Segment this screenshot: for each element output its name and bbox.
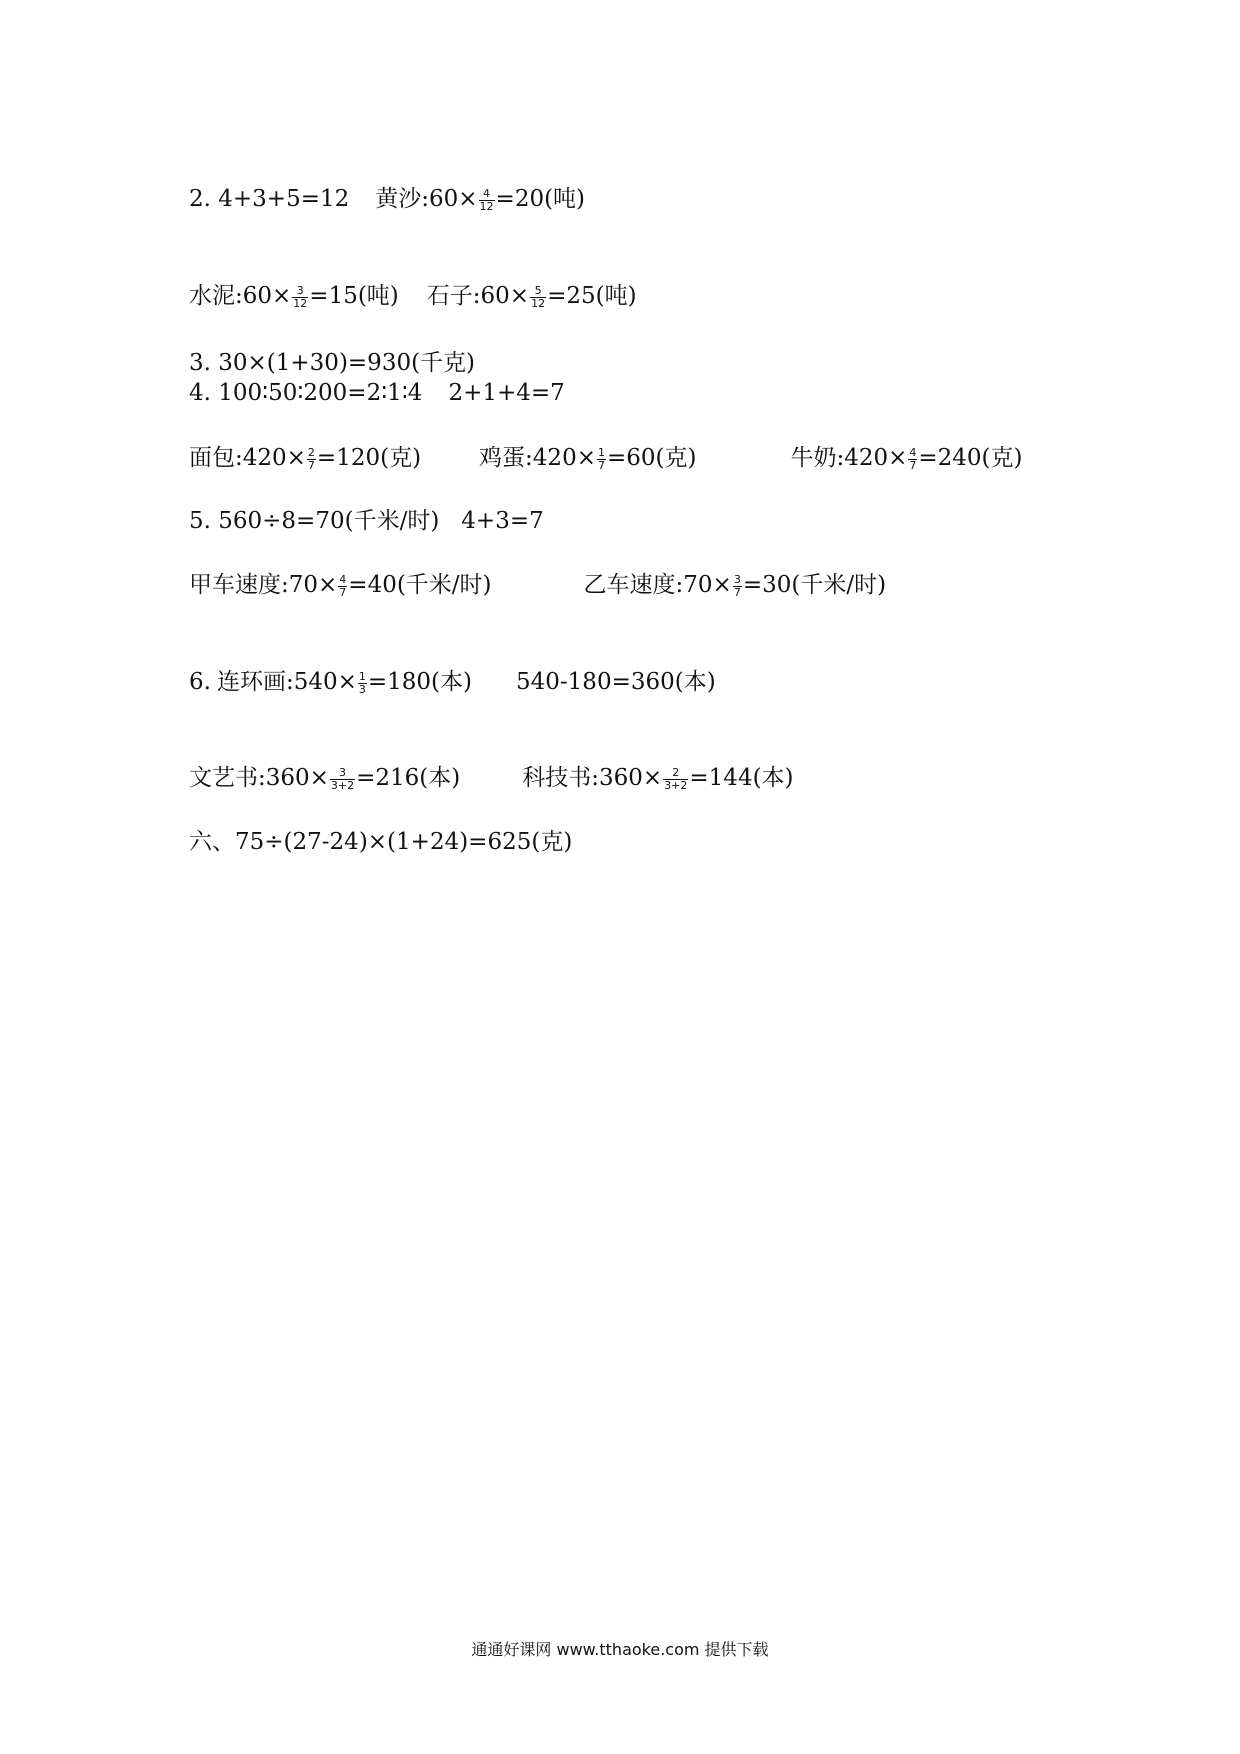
fraction-denominator: 12 [531,296,546,310]
answer-6-prefix: 6. [189,669,211,696]
answer-4-sum: 2+1+4=7 [448,380,565,406]
label-lianhuanhua: 连环画 [216,669,286,696]
answer-5-line-2 [189,574,886,598]
expr: :540× [285,669,357,696]
fraction-numerator: 1 [597,446,605,459]
fraction [479,188,495,212]
fraction [358,671,367,695]
answer-4-line-2 [189,447,1023,471]
label-mianbao: 面包 [189,445,235,472]
label-kejishu: 科技书 [522,765,592,792]
result: =120(克) [316,445,422,472]
label-wenyishu: 文艺书 [189,765,258,792]
expr: :60× [421,186,478,213]
label-shuini: 水泥 [189,283,235,310]
label-huangsha: 黄沙 [375,186,422,213]
label-shizi: 石子 [426,283,473,310]
label-yiche-sudu: 乙车速度 [583,572,676,599]
fraction-numerator: 2 [307,446,315,459]
result: =216(本) [356,765,461,792]
label-niunai: 牛奶 [790,445,837,472]
expr: :70× [281,572,338,599]
fraction-denominator: 7 [339,585,347,599]
fraction-numerator: 4 [483,187,491,200]
result: =15(吨) [309,283,399,310]
fraction [908,447,917,471]
answer-6-line-2 [189,767,794,791]
result: =40(千米/时) [348,572,492,599]
result: =60(克) [606,445,697,472]
answer-6-remainder: 540-180=360(本) [516,669,716,696]
fraction [292,285,308,309]
answer-4-line-1 [189,382,565,405]
fraction [307,447,316,471]
fraction-denominator: 7 [733,585,741,599]
fraction-denominator: 3+2 [664,778,688,792]
fraction-numerator: 5 [534,284,542,297]
answer-2-prefix: 2. 4+3+5=12 [189,186,350,213]
footer-credit [0,1637,1240,1660]
fraction-numerator: 3 [339,766,347,779]
fraction [330,767,355,791]
result: =144(本) [689,765,794,792]
fraction-denominator: 7 [909,458,917,472]
answer-2-line-2 [189,285,637,309]
footer-text: 通通好课网 www.tthaoke.com 提供下载 [471,1640,769,1659]
expr: :60× [472,283,530,310]
result: =180(本) [367,669,472,696]
fraction-denominator: 12 [479,199,494,213]
fraction [733,574,742,598]
fraction-denominator: 3+2 [330,778,355,792]
fraction-numerator: 3 [296,284,304,297]
answer-3-text: 3. 30×(1+30)=930(千克) [189,350,476,376]
fraction [597,447,606,471]
answer-six [189,831,572,854]
label-jidan: 鸡蛋 [479,445,526,472]
fraction-numerator: 4 [339,573,347,586]
fraction-denominator: 12 [293,296,308,310]
expr: :360× [591,765,663,792]
label-jiache-sudu: 甲车速度 [189,572,281,599]
answer-5-sum: 4+3=7 [461,508,544,534]
fraction [663,767,688,791]
result: =20(吨) [495,186,586,213]
answer-3 [189,352,475,375]
fraction-denominator: 7 [307,458,315,472]
answer-5-text: 5. 560÷8=70(千米/时) [189,508,440,534]
expr: :360× [258,765,329,792]
expr: :420× [836,445,908,472]
result: =25(吨) [547,283,637,310]
fraction-numerator: 4 [909,446,917,459]
answer-4-text: 4. 100∶50∶200=2∶1∶4 [189,380,423,406]
answer-six-text: 六、75÷(27-24)×(1+24)=625(克) [189,829,573,855]
fraction-denominator: 7 [597,458,605,472]
answer-6-line-1 [189,671,716,695]
result: =30(千米/时) [742,572,887,599]
result: =240(克) [918,445,1023,472]
fraction-numerator: 3 [733,573,741,586]
expr: :70× [675,572,732,599]
fraction-numerator: 2 [672,766,680,779]
fraction-numerator: 1 [358,670,366,683]
expr: :420× [235,445,306,472]
answer-2-line-1 [189,188,585,212]
fraction-denominator: 3 [358,682,366,696]
expr: :60× [235,283,292,310]
fraction [530,285,546,309]
answer-5-line-1 [189,510,544,533]
expr: :420× [525,445,596,472]
fraction [338,574,347,598]
